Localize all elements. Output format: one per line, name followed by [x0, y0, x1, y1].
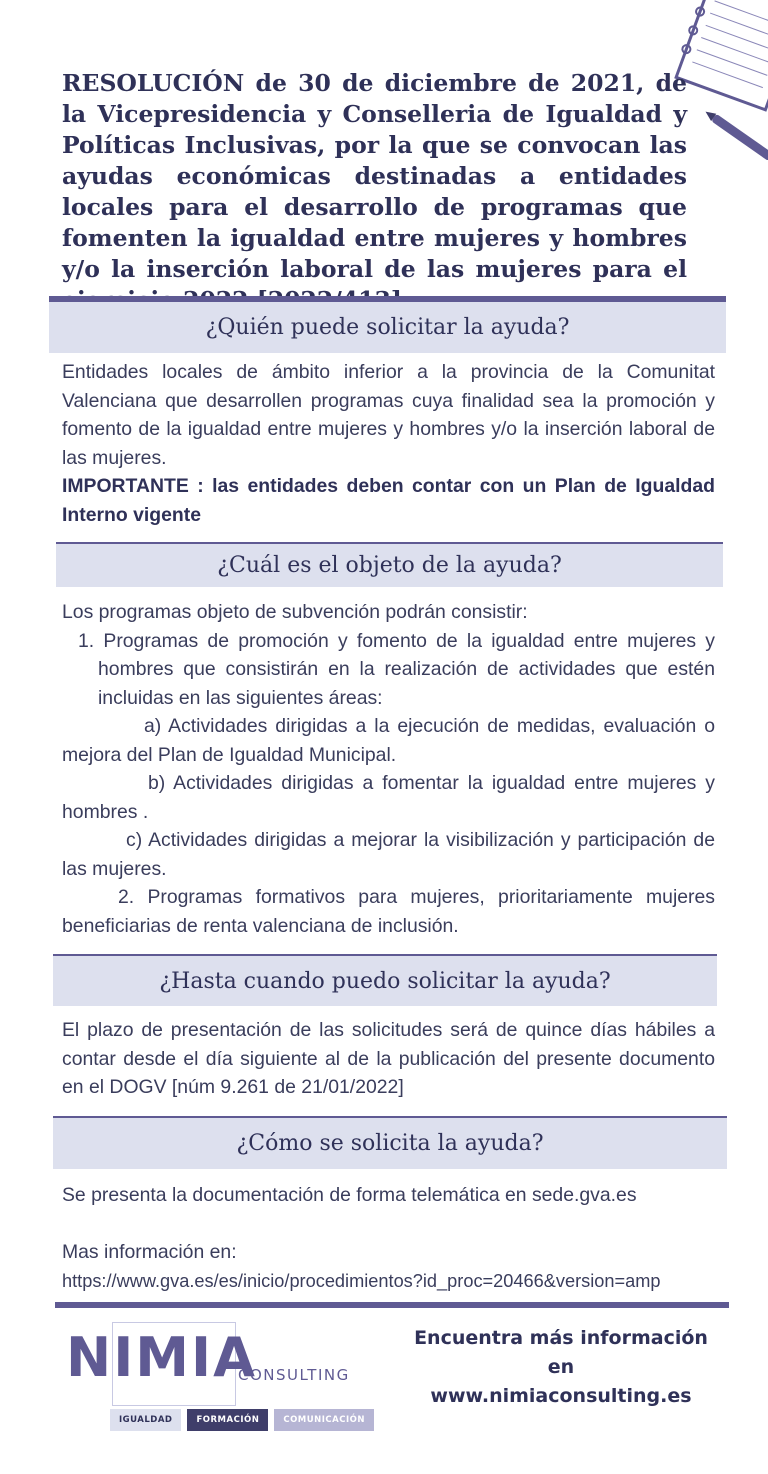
contact-info [400, 1324, 722, 1411]
important-note: IMPORTANTE : las entidades deben contar con un Plan de Igualdad Interno vigente [62, 475, 715, 526]
section-heading-deadline: ¿Hasta cuando puedo solicitar la ayuda? [53, 956, 717, 1006]
object-sub-b: b) Actividades dirigidas a fomentar la igualdad entre mujeres y hombres . [62, 772, 715, 823]
logo-name: NIMIA [66, 1326, 257, 1389]
tag-comunicacion: COMUNICACIÓN [274, 1409, 374, 1431]
footer-divider [55, 1302, 729, 1308]
tag-igualdad: IGUALDAD [110, 1409, 181, 1431]
more-info [62, 1238, 715, 1295]
more-info-label: Mas información en: [62, 1241, 237, 1263]
tag-formacion: FORMACIÓN [187, 1409, 268, 1431]
more-info-link[interactable]: https://www.gva.es/es/inicio/procedimientos?id_proc=20466&version=amp [62, 1270, 661, 1291]
object-item-2: 2. Programas formativos para mujeres, prioritariamente mujeres beneficiarias de renta valenciana de inclusión. [62, 886, 715, 937]
who-description: Entidades locales de ámbito inferior a la provincia de la Comunitat Valenciana que desarrollen programas cuya finalidad sea la promoción y fomento de la igualdad entre mujeres y hombres y/o la inserción laboral de las mujeres. [62, 361, 715, 469]
logo-subtitle: CONSULTING [238, 1366, 350, 1384]
nimia-logo [66, 1322, 365, 1434]
logo-tags [110, 1409, 374, 1431]
section-heading-who: ¿Quién puede solicitar la ayuda? [49, 302, 726, 353]
how-text: Se presenta la documentación de forma telemática en sede.gva.es [62, 1184, 637, 1206]
section-heading-how: ¿Cómo se solicita la ayuda? [53, 1118, 727, 1169]
contact-line-1: Encuentra más información [414, 1327, 708, 1349]
document-title: RESOLUCIÓN de 30 de diciembre de 2021, de la Vicepresidencia y Conselleria de Igualdad y Políticas Inclusivas, por la que se convocan las ayudas económicas destinadas a entidades locales para el desarrollo de programas que fomenten la igualdad entre mujeres y hombres y/o la inserción laboral de las mujeres para el [62, 69, 687, 283]
section-text-object [62, 598, 715, 940]
contact-line-2: en [547, 1356, 575, 1378]
website-link[interactable]: www.nimiaconsulting.es [430, 1385, 692, 1407]
deadline-text: El plazo de presentación de las solicitudes será de quince días hábiles a contar desde el día siguiente al de la publicación del presente documento en el DOGV [núm 9.261 de 21/01/2022] [62, 1019, 715, 1098]
object-sub-c: c) Actividades dirigidas a mejorar la visibilización y participación de las mujeres. [62, 829, 715, 880]
section-text-who [62, 358, 715, 529]
object-sub-a: a) Actividades dirigidas a la ejecución de medidas, evaluación o mejora del Plan de Igualdad Municipal. [62, 715, 715, 766]
pen-icon [703, 108, 768, 160]
section-heading-object: ¿Cuál es el objeto de la ayuda? [56, 544, 723, 587]
object-item-1: 1. Programas de promoción y fomento de la igualdad entre mujeres y hombres que consistirán en la realización de actividades que estén incluidas en las siguientes áreas: [78, 629, 715, 709]
object-intro: Los programas objeto de subvención podrán consistir: [62, 601, 528, 623]
